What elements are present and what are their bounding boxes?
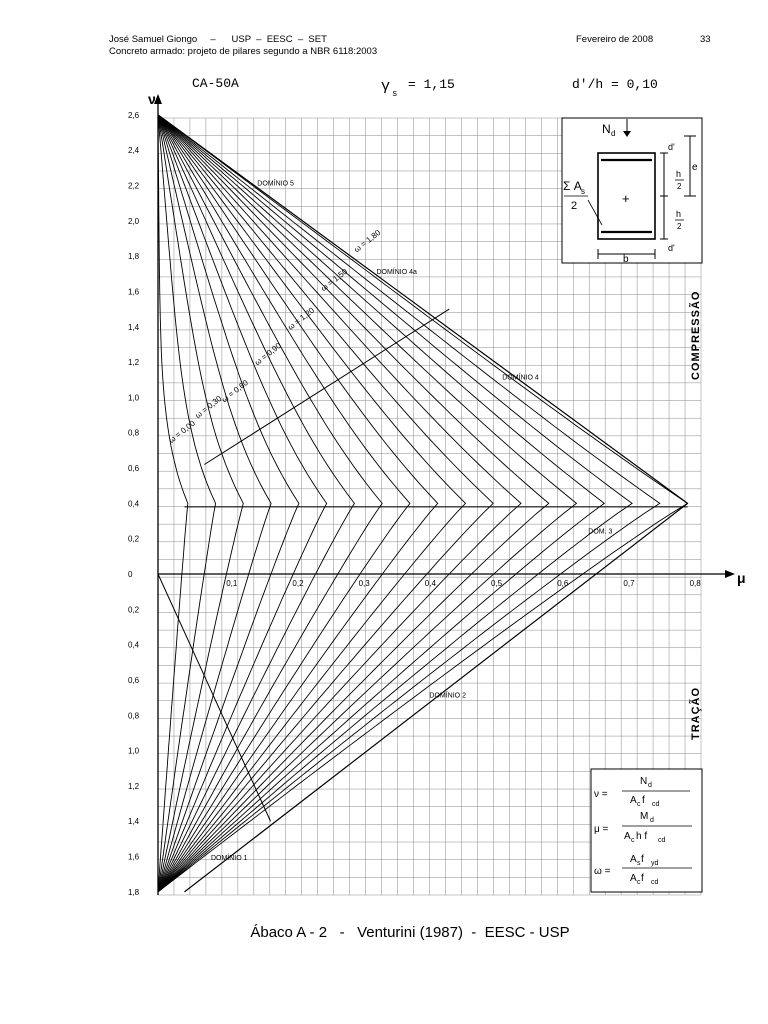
omega-curve — [158, 115, 493, 892]
omega-curve — [158, 115, 577, 892]
y-tick-label: 1,0 — [128, 746, 140, 756]
svg-text:f: f — [642, 795, 645, 806]
omega-curve — [158, 115, 438, 892]
y-tick-label: 0,4 — [128, 640, 140, 650]
header-date: Fevereiro de 2008 — [576, 34, 654, 45]
y-tick-label: 1,8 — [128, 887, 140, 897]
mu-formula-lhs: μ = — [594, 824, 609, 835]
y-tick-label: 1,4 — [128, 322, 140, 332]
header-author-line: José Samuel Giongo – USP – EESC – SET — [109, 34, 327, 45]
y-tick-label: 0,2 — [128, 605, 140, 615]
omega-label: ω = 1,50 — [319, 266, 350, 294]
chart-annotations — [167, 178, 613, 862]
y-tick-label: 2,0 — [128, 216, 140, 226]
y-tick-label: 0,6 — [128, 675, 140, 685]
x-tick-label: 0,3 — [358, 579, 370, 588]
y-tick-label: 1,0 — [128, 393, 140, 403]
svg-text:cd: cd — [652, 801, 660, 808]
cover-ratio-label: d'/h = 0,10 — [572, 77, 658, 92]
omega-label: ω = 1,80 — [352, 228, 383, 255]
svg-text:c: c — [637, 801, 641, 808]
svg-text:cd: cd — [658, 837, 666, 844]
x-tick-label: 0,7 — [623, 579, 635, 588]
bottom-cover-label: d' — [668, 243, 675, 253]
svg-text:yd: yd — [651, 860, 659, 867]
y-tick-label: 1,6 — [128, 852, 140, 862]
x-tick-label: 0,1 — [226, 579, 238, 588]
x-axis-arrow — [725, 570, 735, 578]
y-tick-label: 0,6 — [128, 464, 140, 474]
half-height-bottom: h — [676, 209, 682, 219]
gamma-value: = 1,15 — [408, 77, 455, 92]
omega-curve — [158, 115, 327, 892]
y-tick-label: 1,2 — [128, 358, 140, 368]
omega-curve — [158, 115, 466, 892]
svg-text:A: A — [630, 873, 637, 884]
y-tick-label: 0,4 — [128, 499, 140, 509]
svg-text:h f: h f — [636, 831, 648, 842]
y-tick-label: 1,8 — [128, 252, 140, 262]
svg-text:A: A — [630, 795, 637, 806]
omega-curve — [158, 115, 632, 892]
eccentricity-label: e — [692, 162, 698, 173]
svg-text:d: d — [648, 782, 652, 789]
domain-label: DOMÍNIO 4 — [502, 374, 539, 382]
gamma-symbol: γ — [381, 78, 391, 95]
domain-label: DOMÍNIO 5 — [257, 180, 294, 188]
svg-text:A: A — [624, 831, 631, 842]
y-tick-label: 0,8 — [128, 711, 140, 721]
omega-curve — [158, 115, 521, 892]
y-tick-label: 2,4 — [128, 146, 140, 156]
x-tick-label: 0,2 — [292, 579, 304, 588]
y-tick-label: 1,4 — [128, 817, 140, 827]
domain-label: DOMÍNIO 2 — [429, 692, 466, 700]
force-subscript: d — [611, 129, 616, 138]
section-diagram — [562, 118, 702, 265]
steel-area-subscript: s — [581, 187, 585, 196]
gamma-subscript: s — [392, 89, 398, 99]
x-tick-label: 0,8 — [689, 579, 701, 588]
omega-label: ω = 0,60 — [219, 378, 250, 405]
half-height-top: h — [676, 169, 682, 179]
omega-label: ω = 0,90 — [252, 341, 283, 368]
svg-text:cd: cd — [651, 879, 659, 886]
svg-text:s: s — [637, 860, 641, 867]
figure-caption: Ábaco A - 2 - Venturini (1987) - EESC - USP — [250, 924, 570, 941]
svg-text:d: d — [650, 817, 654, 824]
domain-label: DOMÍNIO 1 — [210, 855, 248, 863]
steel-type-label: CA-50A — [192, 76, 239, 91]
omega-label: ω = 0,30 — [193, 394, 224, 421]
omega-label: ω = 0,00 — [166, 418, 197, 445]
header-subtitle: Concreto armado: projeto de pilares segundo a NBR 6118:2003 — [109, 46, 378, 57]
domain-label: DOMÍNIO 4a — [376, 268, 417, 276]
svg-text:f: f — [641, 854, 644, 865]
top-cover-label: d' — [668, 142, 675, 152]
compression-label: COMPRESSÃO — [690, 290, 702, 380]
svg-text:2: 2 — [677, 182, 682, 191]
y-axis-label: ν — [148, 91, 156, 107]
y-tick-label: 2,2 — [128, 181, 140, 191]
nu-formula-lhs: ν = — [594, 789, 608, 800]
x-axis-label: μ — [737, 570, 746, 586]
width-label: b — [623, 254, 629, 265]
omega-formula-lhs: ω = — [594, 866, 611, 877]
y-tick-label: 2,6 — [128, 110, 140, 120]
steel-area-label: Σ A — [563, 179, 582, 193]
omega-curve — [158, 115, 188, 892]
force-label: N — [602, 122, 611, 136]
y-tick-label: 0,8 — [128, 428, 140, 438]
omega-curve — [158, 115, 549, 892]
svg-text:2: 2 — [571, 200, 578, 212]
y-tick-label: 1,2 — [128, 781, 140, 791]
svg-text:2: 2 — [677, 222, 682, 231]
x-tick-label: 0,6 — [557, 579, 569, 588]
omega-label: ω = 1,20 — [286, 305, 317, 332]
y-tick-label: 0 — [128, 570, 133, 579]
header-page-number: 33 — [700, 34, 711, 45]
formula-box — [591, 769, 702, 892]
svg-text:f: f — [641, 873, 644, 884]
svg-text:c: c — [631, 837, 635, 844]
omega-curve — [158, 115, 604, 892]
svg-text:A: A — [630, 854, 637, 865]
section-centroid-mark: + — [622, 191, 630, 206]
svg-text:c: c — [637, 879, 641, 886]
x-tick-label: 0,5 — [491, 579, 503, 588]
x-tick-label: 0,4 — [424, 579, 436, 588]
y-tick-label: 1,6 — [128, 287, 140, 297]
y-tick-label: 0,2 — [128, 534, 140, 544]
svg-text:N: N — [640, 776, 648, 787]
svg-text:M: M — [640, 811, 649, 822]
tension-label: TRAÇÃO — [690, 686, 702, 740]
domain-label: DOM. 3 — [588, 528, 613, 536]
